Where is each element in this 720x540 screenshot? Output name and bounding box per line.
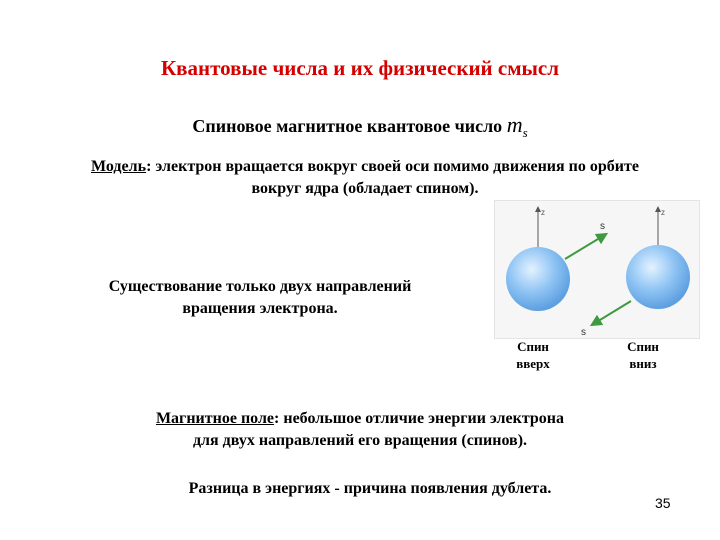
- caption-spin-down: [613, 338, 673, 372]
- spin-diagram: [495, 201, 699, 338]
- spin-arrow-down: [595, 301, 631, 323]
- subtitle-text: Спиновое магнитное квантовое число: [192, 116, 503, 136]
- quantum-number-symbol: m: [506, 112, 523, 137]
- quantum-number-subscript: s: [522, 125, 528, 140]
- spin-arrow-up: [565, 236, 603, 259]
- model-line-2: вокруг ядра (обладает спином).: [251, 180, 479, 197]
- existence-line-2: вращения электрона.: [182, 300, 338, 317]
- electron-sphere-down: [626, 245, 690, 309]
- spin-label-down: s: [581, 327, 586, 338]
- caption-spin-up: [503, 338, 563, 372]
- slide-title: Квантовые числа и их физический смысл: [160, 56, 560, 80]
- model-label: Модель: [91, 158, 147, 175]
- magnetic-line-1: : небольшое отличие энергии электрона: [274, 410, 565, 427]
- spin-figure: [494, 200, 700, 339]
- energy-difference-text: Разница в энергиях - причина появления дублета.: [188, 480, 552, 497]
- magnetic-label: Магнитное поле: [155, 410, 275, 427]
- magnetic-field-text: [90, 408, 630, 452]
- z-axis-label-left: z: [541, 208, 545, 217]
- z-axis-label-right: z: [661, 208, 665, 217]
- existence-line-1: Существование только двух направлений: [108, 278, 412, 295]
- model-line-1: : электрон вращается вокруг своей оси помимо движения по орбите: [146, 158, 639, 175]
- slide-subtitle: [0, 112, 720, 141]
- caption-spin-down-line-2: вниз: [629, 356, 657, 371]
- existence-text: [70, 276, 450, 320]
- caption-spin-down-line-1: Спин: [627, 339, 659, 354]
- spin-label-up: s: [600, 221, 605, 232]
- caption-spin-up-line-1: Спин: [517, 339, 549, 354]
- electron-sphere-up: [506, 247, 570, 311]
- page-number: 35: [655, 495, 671, 511]
- model-text: [30, 156, 700, 200]
- caption-spin-up-line-2: вверх: [516, 356, 550, 371]
- magnetic-line-2: для двух направлений его вращения (спинов).: [192, 432, 528, 449]
